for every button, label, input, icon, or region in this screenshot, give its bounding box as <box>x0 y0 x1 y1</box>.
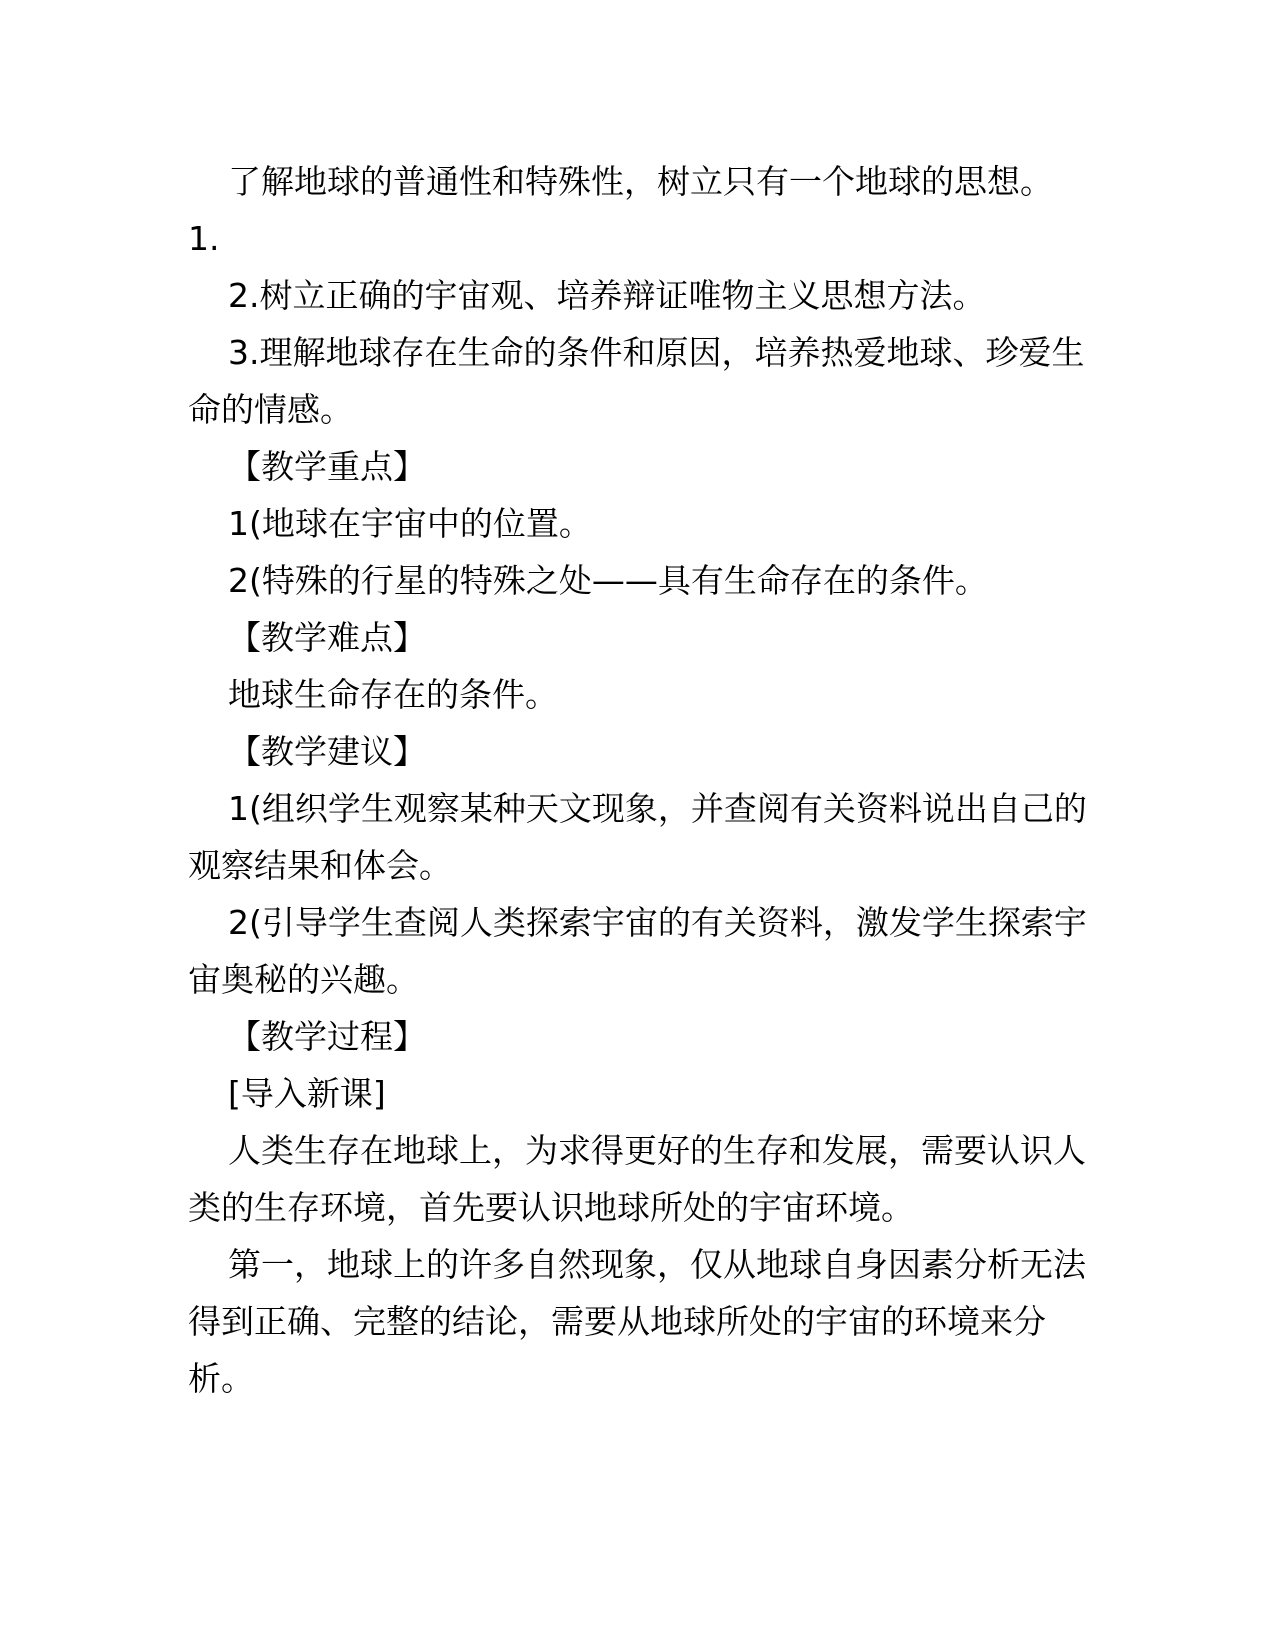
paragraph-first-point: 第一，地球上的许多自然现象，仅从地球自身因素分析无法得到正确、完整的结论，需要从地球所处的宇宙的环境来分析。 <box>188 1245 1086 1398</box>
heading-process: 【教学过程】 <box>228 1017 426 1056</box>
heading-key-points: 【教学重点】 <box>228 447 426 486</box>
paragraph-intro: 人类生存在地球上，为求得更好的生存和发展，需要认识人类的生存环境，首先要认识地球所处的宇宙环境。 <box>188 1131 1086 1227</box>
paragraph-goal-earth: 了解地球的普通性和特殊性，树立只有一个地球的思想。 <box>228 162 1053 201</box>
suggestion-1: 1(组织学生观察某种天文现象，并查阅有关资料说出自己的观察结果和体会。 <box>188 789 1087 885</box>
document-body <box>188 153 1100 1407</box>
heading-suggestions: 【教学建议】 <box>228 732 426 771</box>
suggestion-2: 2(引导学生查阅人类探索宇宙的有关资料，激发学生探索宇宙奥秘的兴趣。 <box>188 903 1087 999</box>
paragraph-item-1: 1. <box>188 219 220 258</box>
heading-difficulties: 【教学难点】 <box>228 618 426 657</box>
subheading-intro: [导入新课] <box>228 1074 386 1113</box>
difficulty-1: 地球生命存在的条件。 <box>228 675 558 714</box>
paragraph-item-2: 2.树立正确的宇宙观、培养辩证唯物主义思想方法。 <box>228 276 986 315</box>
key-point-1: 1(地球在宇宙中的位置。 <box>228 504 592 543</box>
paragraph-item-3: 3.理解地球存在生命的条件和原因，培养热爱地球、珍爱生命的情感。 <box>188 333 1085 429</box>
key-point-2: 2(特殊的行星的特殊之处——具有生命存在的条件。 <box>228 561 988 600</box>
